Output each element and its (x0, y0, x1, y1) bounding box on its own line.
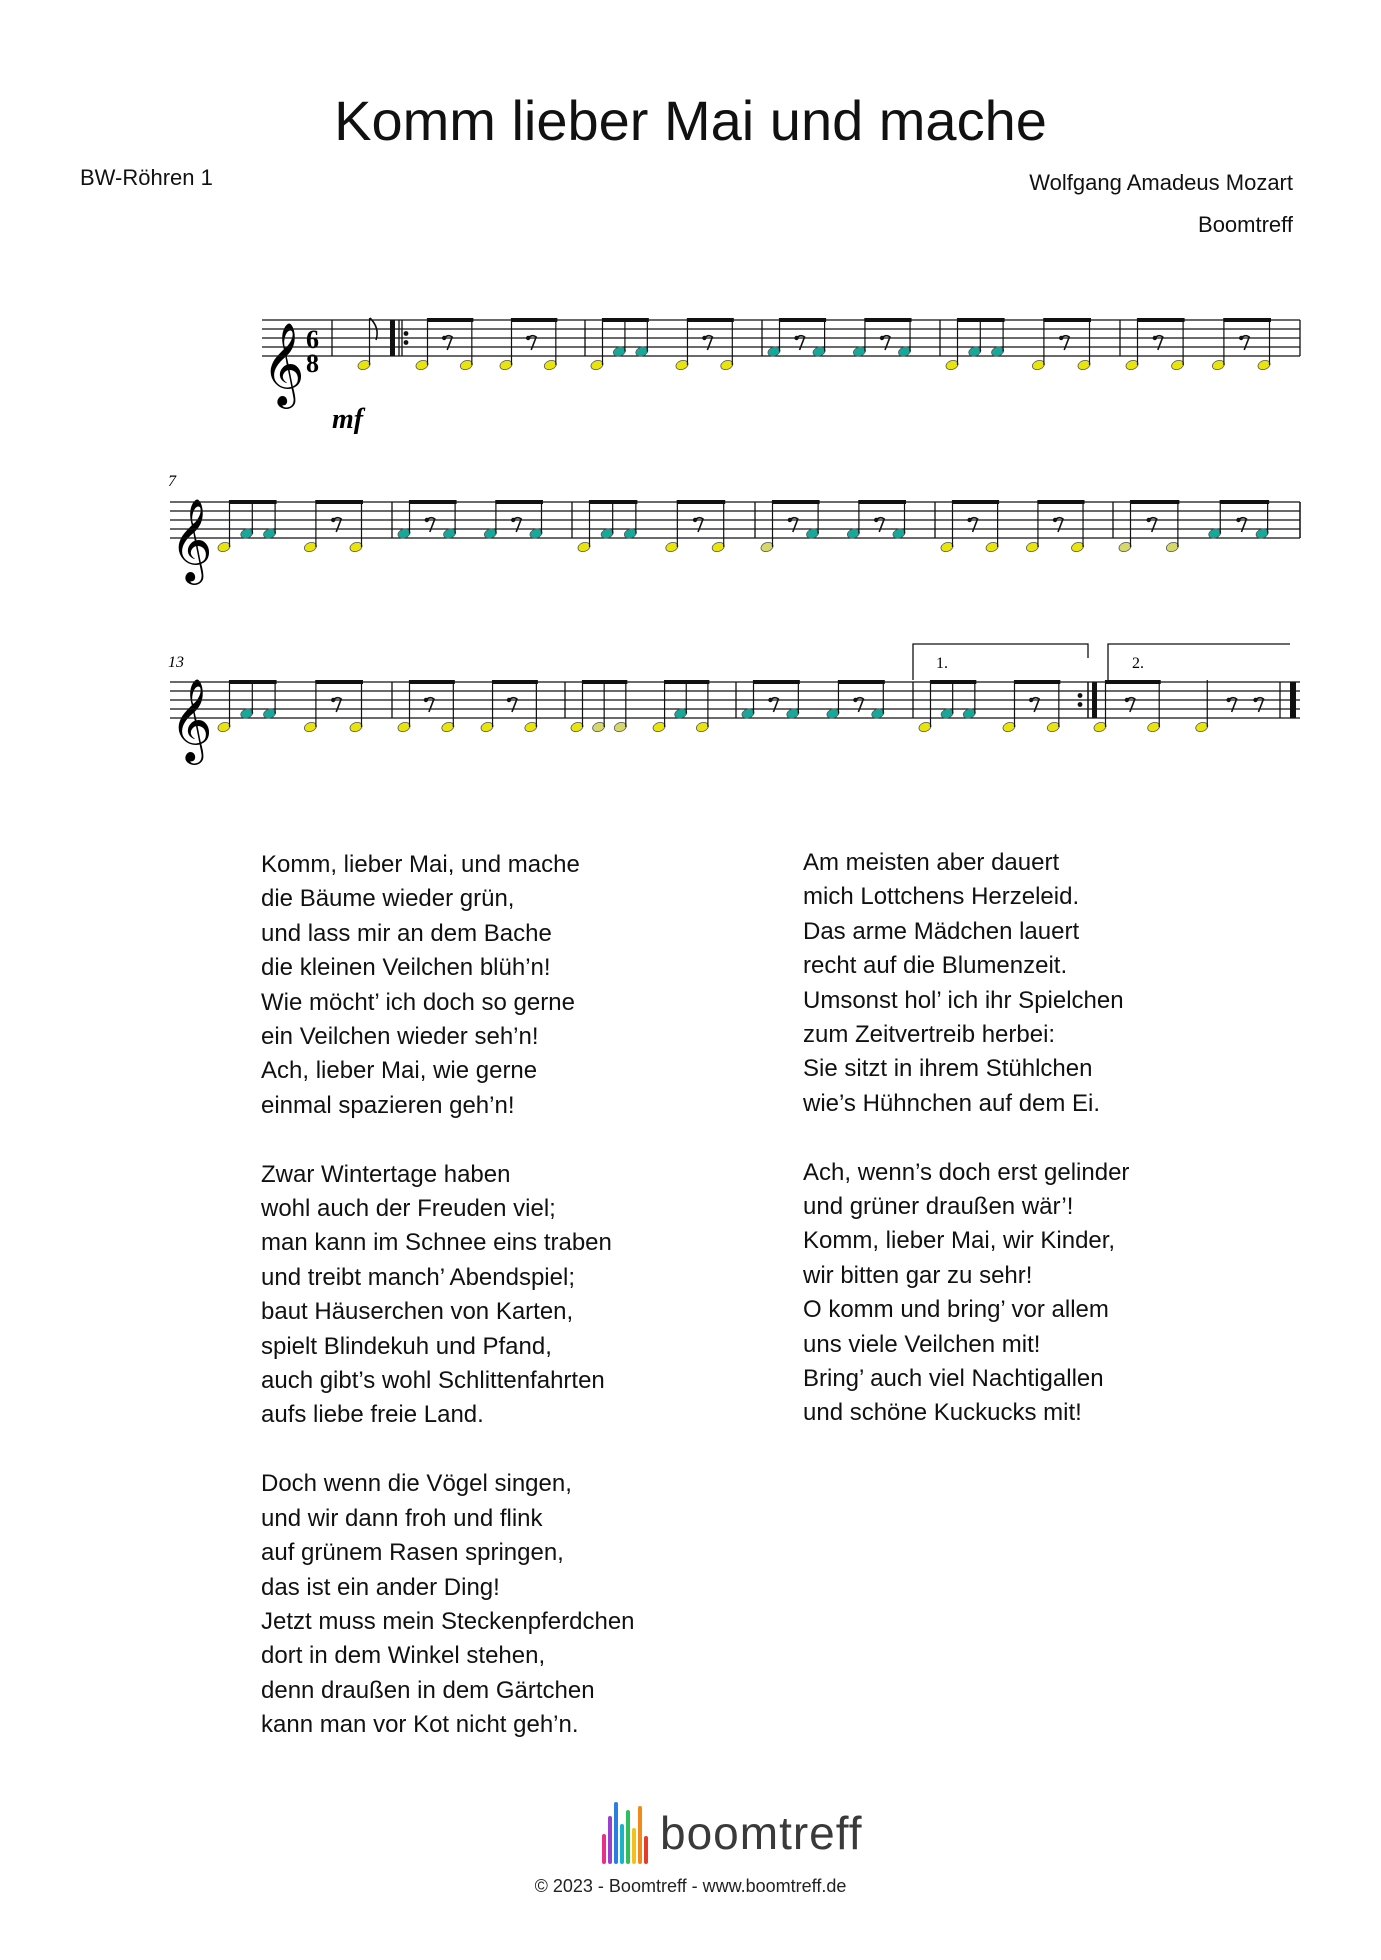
instrument-label: BW-Röhren 1 (80, 165, 213, 190)
repeat-start-thick-bar (390, 320, 395, 356)
note-beam (492, 680, 538, 684)
note-beam (687, 318, 734, 322)
rest-dot (874, 518, 878, 522)
lyric-line: und grüner draußen wär’! (803, 1193, 1074, 1221)
rest-dot (526, 336, 530, 340)
lyric-line: Am meisten aber dauert (803, 849, 1060, 876)
note-beam (677, 500, 725, 504)
stanza-4 (803, 846, 1129, 1121)
lyric-line: Komm, lieber Mai, und mache (261, 851, 580, 878)
lyric-line: Komm, lieber Mai, wir Kinder, (803, 1227, 1116, 1255)
final-thick-bar (1290, 682, 1296, 718)
rest-dot (1226, 698, 1230, 702)
note-beam (589, 500, 637, 504)
rest-dot (442, 336, 446, 340)
logo-bar (626, 1810, 630, 1864)
rest-dot (880, 336, 884, 340)
lyric-line: zum Zeitvertreib herbei: (803, 1021, 1056, 1049)
lyric-line: aufs liebe freie Land. (261, 1401, 484, 1429)
note-beam (1137, 318, 1185, 322)
lyric-line: Zwar Wintertage haben (261, 1160, 511, 1188)
lyric-line: und wir dann froh und flink (261, 1504, 543, 1532)
rest-dot (331, 698, 335, 702)
rest-dot (853, 698, 857, 702)
note-beam (1037, 500, 1084, 504)
rest-dot (1059, 336, 1063, 340)
lyric-line: dort in dem Winkel stehen, (261, 1642, 546, 1670)
rest-dot (702, 336, 706, 340)
rest-dot (1125, 698, 1129, 702)
lyric-line: Jetzt muss mein Steckenpferdchen (261, 1607, 635, 1635)
logo-wordmark: boomtreff (660, 1807, 863, 1859)
rest-dot (768, 698, 772, 702)
lyric-line: und lass mir an dem Bache (261, 919, 552, 947)
volta-label-1: 1. (936, 655, 948, 672)
lyric-line: Sie sitzt in ihrem Stühlchen (803, 1055, 1093, 1083)
lyric-line: auch gibt’s wohl Schlittenfahrten (261, 1367, 605, 1395)
note-beam (1014, 680, 1060, 684)
repeat-end-thick-bar (1092, 682, 1097, 718)
staff-system-3 (168, 644, 1300, 765)
note-beam (427, 318, 473, 322)
treble-clef-icon: 𝄞 (170, 677, 213, 761)
stanza-2 (261, 1158, 635, 1433)
note-beam (495, 500, 543, 504)
repeat-dot (404, 331, 409, 336)
repeat-dot (1078, 693, 1083, 698)
note-beam (409, 680, 455, 684)
composer-label: Wolfgang Amadeus Mozart (1029, 170, 1293, 195)
lyric-line: und schöne Kuckucks mit! (803, 1399, 1082, 1427)
rest-dot (511, 518, 515, 522)
volta-label-2: 2. (1132, 655, 1144, 672)
note-beam (838, 680, 885, 684)
lyric-line: einmal spazieren geh’n! (261, 1091, 515, 1119)
logo-bar (620, 1824, 624, 1864)
note-beam (315, 500, 363, 504)
lyric-line: ein Veilchen wieder seh’n! (261, 1023, 539, 1051)
rest-dot (967, 518, 971, 522)
lyric-line: kann man vor Kot nicht geh’n. (261, 1711, 579, 1739)
lyric-line: recht auf die Blumenzeit. (803, 952, 1068, 980)
dynamic-marking: mf (332, 404, 364, 435)
time-signature-top: 6 (306, 325, 319, 354)
lyric-line: Ach, wenn’s doch erst gelinder (803, 1158, 1130, 1186)
stanza-3 (261, 1467, 635, 1742)
staff-system-1 (262, 320, 1300, 435)
logo-bar (608, 1816, 612, 1864)
note-beam (1105, 680, 1161, 684)
note-beam (772, 500, 820, 504)
lyric-line: man kann im Schnee eins traben (261, 1229, 612, 1257)
note-beam (1220, 500, 1269, 504)
lyric-line: wir bitten gar zu sehr! (803, 1261, 1033, 1289)
lyric-line: Wie möcht’ ich doch so gerne (261, 988, 575, 1016)
lyric-line: die Bäume wieder grün, (261, 885, 515, 913)
logo-bar (644, 1836, 648, 1864)
repeat-dot (1078, 702, 1083, 707)
measure-number-13: 13 (168, 654, 184, 671)
lyric-line: auf grünem Rasen springen, (261, 1539, 564, 1567)
rest-dot (794, 336, 798, 340)
measure-number-7: 7 (168, 473, 176, 490)
rest-dot (425, 518, 429, 522)
note-beam (952, 500, 999, 504)
logo-bar (638, 1806, 642, 1864)
rest-dot (1029, 698, 1033, 702)
note-beam (753, 680, 800, 684)
note-beam (229, 680, 277, 684)
lyric-line: Umsonst hol’ ich ihr Spielchen (803, 986, 1124, 1014)
rest-dot (1153, 336, 1157, 340)
rest-dot (1236, 518, 1240, 522)
logo-bar (614, 1802, 618, 1864)
logo-bar (602, 1834, 606, 1864)
rest-dot (1146, 518, 1150, 522)
lyric-line: Ach, lieber Mai, wie gerne (261, 1057, 538, 1085)
note-beam (582, 680, 627, 684)
time-signature-bottom: 8 (306, 349, 319, 378)
lyric-line: wie’s Hühnchen auf dem Ei. (803, 1089, 1101, 1117)
rest-dot (788, 518, 792, 522)
treble-clef-icon: 𝄞 (170, 497, 213, 581)
lyric-line: und treibt manch’ Abendspiel; (261, 1263, 575, 1291)
lyric-line: uns viele Veilchen mit! (803, 1330, 1041, 1358)
lyric-line: O komm und bring’ vor allem (803, 1296, 1109, 1324)
lyrics-column-left (261, 848, 635, 1777)
note-beam (1130, 500, 1179, 504)
lyric-line: Bring’ auch viel Nachtigallen (803, 1365, 1104, 1393)
lyric-line: die kleinen Veilchen blüh’n! (261, 954, 551, 982)
note-beam (511, 318, 557, 322)
arranger-label: Boomtreff (1198, 212, 1293, 237)
treble-clef-icon: 𝄞 (262, 321, 305, 405)
note-beam (315, 680, 363, 684)
footer-copyright: © 2023 - Boomtreff - www.boomtreff.de (534, 1876, 847, 1896)
sheet-music-score (0, 280, 1381, 800)
note-beam (930, 680, 976, 684)
lyric-line: wohl auch der Freuden viel; (261, 1195, 556, 1223)
rest-dot (693, 518, 697, 522)
lyric-line: baut Häuserchen von Karten, (261, 1298, 574, 1326)
rest-dot (1053, 518, 1057, 522)
lyric-line: Doch wenn die Vögel singen, (261, 1470, 572, 1498)
lyric-line: denn draußen in dem Gärtchen (261, 1676, 595, 1704)
rest-dot (424, 698, 428, 702)
note-beam (779, 318, 826, 322)
note-beam (409, 500, 457, 504)
stanza-1 (261, 848, 635, 1123)
lyrics-column-right (803, 846, 1129, 1465)
lyric-line: das ist ein ander Ding! (261, 1573, 500, 1601)
note-beam (664, 680, 709, 684)
rest-dot (507, 698, 511, 702)
note-beam (1223, 318, 1271, 322)
boomtreff-logo (602, 1800, 902, 1870)
note-beam (957, 318, 1005, 322)
note-beam (602, 318, 649, 322)
rest-dot (1239, 336, 1243, 340)
note-beam (858, 500, 906, 504)
note-beam (1043, 318, 1091, 322)
stanza-5 (803, 1156, 1129, 1431)
lyric-line: spielt Blindekuh und Pfand, (261, 1332, 552, 1360)
rest-dot (331, 518, 335, 522)
rest-dot (1253, 698, 1257, 702)
note-beam (229, 500, 277, 504)
logo-bar (632, 1828, 636, 1864)
note-beam (864, 318, 911, 322)
lyric-line: mich Lottchens Herzeleid. (803, 883, 1080, 911)
page-title: Komm lieber Mai und mache (334, 89, 1047, 152)
lyric-line: Das arme Mädchen lauert (803, 917, 1080, 945)
repeat-dot (404, 340, 409, 345)
logo-bars-icon (602, 1802, 648, 1864)
